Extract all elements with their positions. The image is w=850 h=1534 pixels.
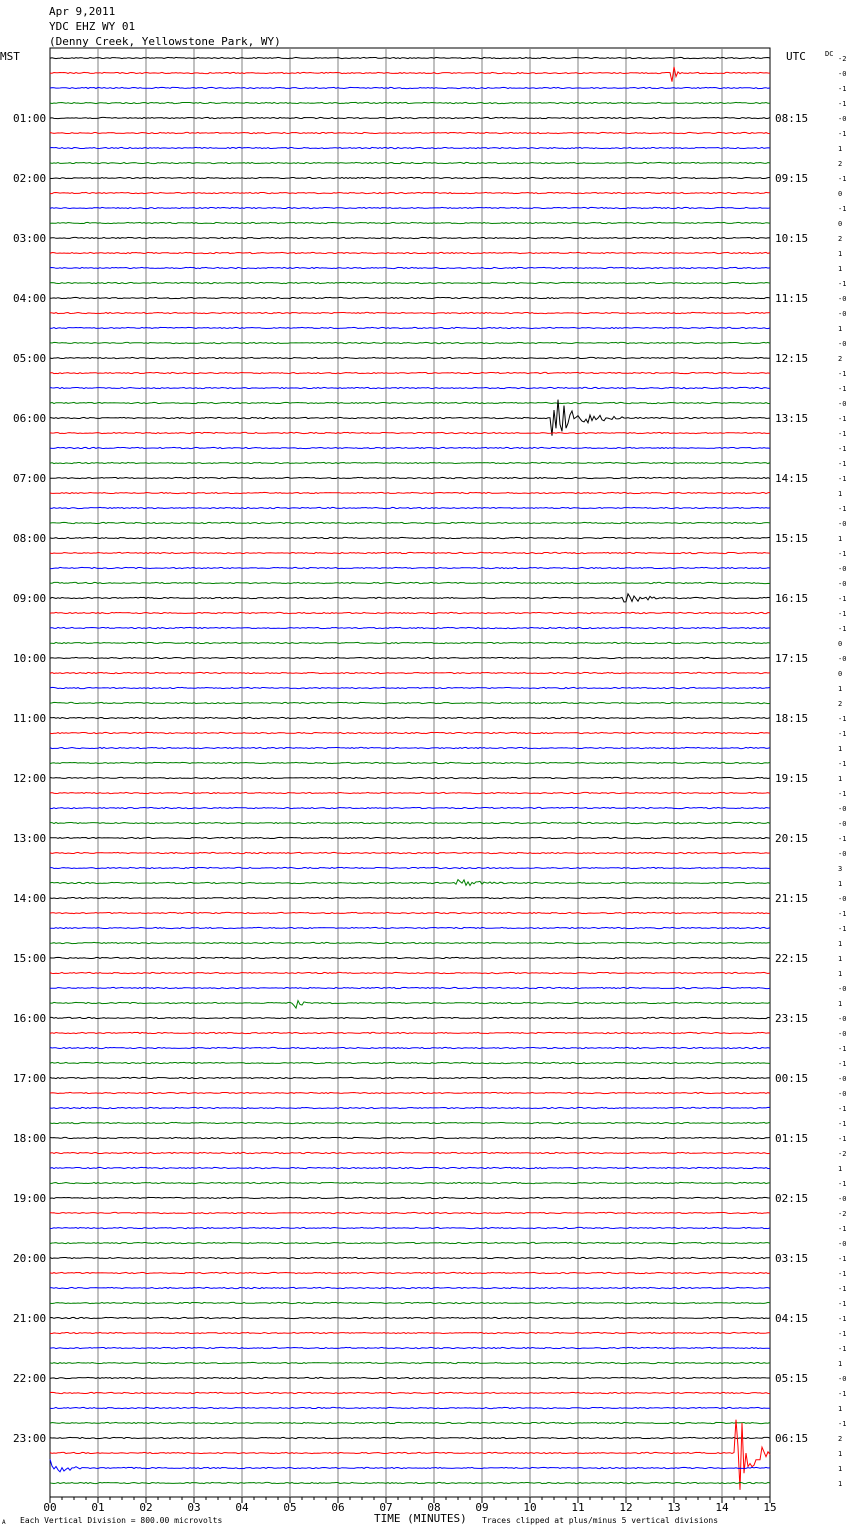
trace-line (50, 567, 770, 568)
trace-line (50, 717, 770, 718)
dc-offset-value: -0 (838, 1075, 847, 1083)
dc-offset-value: -0 (838, 580, 847, 588)
dc-offset-value: 0 (838, 190, 843, 198)
left-hour-label: 19:00 (13, 1192, 47, 1205)
dc-offset-value: 2 (838, 700, 843, 708)
left-hour-label: 18:00 (13, 1132, 47, 1145)
trace-line (50, 792, 770, 793)
trace-line (50, 1062, 770, 1063)
trace-line (50, 1257, 770, 1258)
dc-offset-value: -1 (838, 790, 847, 798)
dc-offset-value: 1 (838, 325, 843, 333)
left-hour-label: 03:00 (13, 232, 47, 245)
dc-offset-value: -1 (838, 1180, 847, 1188)
dc-offset-value: 1 (838, 970, 843, 978)
trace-line (50, 207, 770, 208)
trace-line (50, 912, 770, 913)
dc-offset-value: -2 (838, 1150, 847, 1158)
dc-offset-value: -0 (838, 1090, 847, 1098)
dc-offset-value: 2 (838, 355, 843, 363)
trace-line (50, 1362, 770, 1363)
dc-offset-value: -2 (838, 55, 847, 63)
dc-offset-value: -1 (838, 925, 847, 933)
x-tick-label: 10 (523, 1501, 537, 1514)
trace-line (50, 1392, 770, 1393)
trace-line (50, 1459, 770, 1472)
trace-line (50, 807, 770, 808)
dc-offset-value: -1 (838, 910, 847, 918)
trace-line (50, 312, 770, 313)
trace-line (50, 1420, 770, 1490)
trace-line (50, 1077, 770, 1078)
corner-mark: A (2, 1519, 6, 1526)
dc-offset-value: 1 (838, 250, 843, 258)
x-tick-label: 11 (571, 1501, 585, 1514)
trace-line (50, 282, 770, 283)
trace-line (50, 1122, 770, 1123)
dc-offset-value: -0 (838, 295, 847, 303)
right-hour-label: 05:15 (775, 1372, 809, 1385)
dc-offset-value: -0 (838, 1195, 847, 1203)
dc-offset-value: 1 (838, 1405, 843, 1413)
right-hour-label: 01:15 (775, 1132, 809, 1145)
dc-offset-value: 2 (838, 235, 843, 243)
trace-line (50, 1347, 770, 1348)
dc-offset-value: -1 (838, 1420, 847, 1428)
header-location: (Denny Creek, Yellowstone Park, WY) (49, 35, 281, 48)
trace-line (50, 432, 770, 433)
trace-line (50, 132, 770, 133)
x-tick-label: 00 (43, 1501, 57, 1514)
trace-line (50, 687, 770, 688)
dc-offset-value: 2 (838, 160, 843, 168)
trace-line (50, 252, 770, 253)
trace-line (50, 387, 770, 388)
trace-line (50, 1437, 770, 1438)
dc-offset-value: 1 (838, 490, 843, 498)
trace-line (50, 822, 770, 823)
trace-line (50, 342, 770, 343)
x-tick-label: 01 (91, 1501, 105, 1514)
left-hour-label: 12:00 (13, 772, 47, 785)
dc-offset-value: -1 (838, 1270, 847, 1278)
trace-line (50, 1092, 770, 1093)
x-tick-label: 12 (619, 1501, 633, 1514)
trace-line (50, 222, 770, 223)
scale-note: Each Vertical Division = 800.00 microvolts (20, 1516, 223, 1525)
dc-offset-value: -1 (838, 595, 847, 603)
trace-line (50, 927, 770, 928)
trace-line (50, 942, 770, 943)
trace-line (50, 777, 770, 778)
dc-offset-value: -1 (838, 715, 847, 723)
left-timezone-label: MST (0, 50, 20, 63)
right-hour-label: 23:15 (775, 1012, 809, 1025)
trace-line (50, 1482, 770, 1483)
right-hour-label: 14:15 (775, 472, 809, 485)
dc-offset-value: -1 (838, 445, 847, 453)
right-hour-label: 20:15 (775, 832, 809, 845)
trace-line (50, 1047, 770, 1048)
trace-line (50, 732, 770, 733)
trace-line (50, 67, 770, 82)
trace-line (50, 987, 770, 988)
dc-offset-value: -0 (838, 1375, 847, 1383)
dc-offset-value: -1 (838, 550, 847, 558)
dc-offset-value: -1 (838, 430, 847, 438)
dc-offset-value: -0 (838, 1030, 847, 1038)
dc-offset-value: -0 (838, 895, 847, 903)
trace-line (50, 957, 770, 958)
dc-offset-value: -1 (838, 1120, 847, 1128)
dc-offset-value: -1 (838, 835, 847, 843)
trace-line (50, 327, 770, 328)
trace-line (50, 1317, 770, 1318)
dc-offset-value: -0 (838, 850, 847, 858)
x-tick-label: 03 (187, 1501, 201, 1514)
dc-offset-value: 1 (838, 685, 843, 693)
dc-offset-value: -1 (838, 1390, 847, 1398)
dc-offset-value: 1 (838, 1450, 843, 1458)
dc-offset-value: -1 (838, 460, 847, 468)
trace-line (50, 1182, 770, 1183)
x-tick-label: 09 (475, 1501, 489, 1514)
dc-offset-value: 3 (838, 865, 843, 873)
x-axis-label: TIME (MINUTES) (374, 1512, 467, 1525)
dc-offset-value: -1 (838, 100, 847, 108)
left-hour-label: 21:00 (13, 1312, 47, 1325)
left-hour-label: 05:00 (13, 352, 47, 365)
dc-offset-value: -1 (838, 505, 847, 513)
dc-offset-value: -1 (838, 175, 847, 183)
trace-line (50, 867, 770, 868)
right-hour-label: 04:15 (775, 1312, 809, 1325)
trace-line (50, 537, 770, 538)
trace-line (50, 1287, 770, 1288)
header-station: YDC EHZ WY 01 (49, 20, 136, 33)
dc-offset-value: -1 (838, 730, 847, 738)
right-hour-label: 19:15 (775, 772, 809, 785)
right-hour-label: 00:15 (775, 1072, 809, 1085)
x-tick-label: 05 (283, 1501, 297, 1514)
right-hour-label: 16:15 (775, 592, 809, 605)
dc-offset-value: -1 (838, 760, 847, 768)
trace-line (50, 1167, 770, 1168)
x-tick-label: 14 (715, 1501, 729, 1514)
left-hour-label: 22:00 (13, 1372, 47, 1385)
right-hour-label: 06:15 (775, 1432, 809, 1445)
header-date: Apr 9,2011 (49, 5, 116, 18)
dc-offset-value: -1 (838, 1330, 847, 1338)
trace-line (50, 1227, 770, 1228)
trace-line (50, 1332, 770, 1333)
trace-line (50, 117, 770, 118)
dc-offset-value: -0 (838, 340, 847, 348)
dc-offset-value: 1 (838, 1360, 843, 1368)
trace-line (50, 162, 770, 163)
dc-offset-value: -1 (838, 205, 847, 213)
x-tick-label: 06 (331, 1501, 345, 1514)
dc-offset-value: 1 (838, 880, 843, 888)
dc-offset-value: -1 (838, 1225, 847, 1233)
trace-line (50, 400, 770, 436)
trace-line (50, 357, 770, 358)
left-hour-label: 07:00 (13, 472, 47, 485)
dc-offset-value: 1 (838, 775, 843, 783)
dc-offset-value: -1 (838, 85, 847, 93)
dc-offset-value: 1 (838, 745, 843, 753)
dc-offset-value: -1 (838, 415, 847, 423)
trace-line (50, 657, 770, 658)
trace-line (50, 837, 770, 838)
right-timezone-label: UTC (786, 50, 806, 63)
trace-line (50, 582, 770, 583)
left-hour-label: 17:00 (13, 1072, 47, 1085)
dc-offset-value: -1 (838, 610, 847, 618)
dc-offset-value: -0 (838, 400, 847, 408)
dc-offset-value: 0 (838, 670, 843, 678)
trace-line (50, 1001, 770, 1009)
dc-offset-value: -1 (838, 130, 847, 138)
left-hour-label: 20:00 (13, 1252, 47, 1265)
trace-line (50, 1272, 770, 1273)
left-hour-label: 08:00 (13, 532, 47, 545)
trace-line (50, 147, 770, 148)
dc-offset-value: 1 (838, 1000, 843, 1008)
left-hour-label: 01:00 (13, 112, 47, 125)
dc-offset-value: -1 (838, 475, 847, 483)
dc-offset-value: -2 (838, 1210, 847, 1218)
trace-line (50, 1137, 770, 1138)
dc-offset-value: 1 (838, 955, 843, 963)
plot-frame (50, 48, 770, 1497)
left-hour-label: 09:00 (13, 592, 47, 605)
left-hour-label: 15:00 (13, 952, 47, 965)
trace-line (50, 594, 770, 602)
trace-line (50, 747, 770, 748)
dc-offset-value: -0 (838, 520, 847, 528)
trace-line (50, 102, 770, 103)
right-hour-label: 15:15 (775, 532, 809, 545)
trace-line (50, 880, 770, 886)
dc-offset-value: -0 (838, 805, 847, 813)
dc-offset-value: 0 (838, 220, 843, 228)
left-hour-label: 02:00 (13, 172, 47, 185)
dc-offset-value: 1 (838, 145, 843, 153)
trace-line (50, 1212, 770, 1213)
trace-line (50, 492, 770, 493)
trace-line (50, 627, 770, 628)
dc-offset-value: 1 (838, 535, 843, 543)
dc-offset-value: -1 (838, 1255, 847, 1263)
trace-line (50, 852, 770, 853)
left-hour-label: 13:00 (13, 832, 47, 845)
dc-offset-value: -1 (838, 1060, 847, 1068)
left-hour-label: 10:00 (13, 652, 47, 665)
trace-line (50, 1107, 770, 1108)
clip-note: Traces clipped at plus/minus 5 vertical divisions (482, 1516, 719, 1525)
dc-offset-value: -1 (838, 280, 847, 288)
right-hour-label: 18:15 (775, 712, 809, 725)
dc-offset-value: -1 (838, 1045, 847, 1053)
right-hour-label: 22:15 (775, 952, 809, 965)
dc-offset-value: 2 (838, 1435, 843, 1443)
trace-line (50, 642, 770, 643)
dc-offset-value: -1 (838, 1135, 847, 1143)
trace-line (50, 87, 770, 88)
trace-line (50, 1422, 770, 1423)
trace-line (50, 267, 770, 268)
dc-offset-value: 0 (838, 640, 843, 648)
trace-line (50, 552, 770, 553)
trace-line (50, 762, 770, 763)
dc-offset-value: -1 (838, 1345, 847, 1353)
trace-line (50, 1017, 770, 1018)
trace-line (50, 672, 770, 673)
dc-offset-value: 1 (838, 940, 843, 948)
dc-offset-value: -1 (838, 385, 847, 393)
right-hour-label: 10:15 (775, 232, 809, 245)
x-tick-label: 02 (139, 1501, 153, 1514)
left-hour-label: 16:00 (13, 1012, 47, 1025)
dc-offset-value: -0 (838, 1240, 847, 1248)
trace-line (50, 477, 770, 478)
right-hour-label: 21:15 (775, 892, 809, 905)
left-hour-label: 06:00 (13, 412, 47, 425)
trace-line (50, 507, 770, 508)
dc-offset-value: -1 (838, 1105, 847, 1113)
dc-offset-value: -0 (838, 565, 847, 573)
x-tick-label: 13 (667, 1501, 681, 1514)
trace-line (50, 177, 770, 178)
dc-offset-value: -0 (838, 985, 847, 993)
x-tick-label: 15 (763, 1501, 777, 1514)
trace-line (50, 897, 770, 898)
trace-line (50, 1032, 770, 1033)
trace-line (50, 1407, 770, 1408)
trace-line (50, 372, 770, 373)
trace-line (50, 1242, 770, 1243)
left-hour-label: 11:00 (13, 712, 47, 725)
trace-line (50, 462, 770, 463)
dc-offset-value: -1 (838, 1285, 847, 1293)
trace-line (50, 297, 770, 298)
right-hour-label: 12:15 (775, 352, 809, 365)
x-tick-label: 08 (427, 1501, 441, 1514)
trace-line (50, 57, 770, 58)
dc-offset-value: -0 (838, 115, 847, 123)
right-hour-label: 13:15 (775, 412, 809, 425)
dc-offset-value: -0 (838, 1015, 847, 1023)
trace-line (50, 1197, 770, 1198)
dc-offset-value: -0 (838, 70, 847, 78)
right-hour-label: 08:15 (775, 112, 809, 125)
x-tick-label: 04 (235, 1501, 249, 1514)
dc-offset-value: -1 (838, 1315, 847, 1323)
left-hour-label: 14:00 (13, 892, 47, 905)
trace-line (50, 1377, 770, 1378)
right-hour-label: 11:15 (775, 292, 809, 305)
trace-line (50, 612, 770, 613)
dc-offset-value: -0 (838, 820, 847, 828)
dc-offset-value: -0 (838, 310, 847, 318)
right-hour-label: 17:15 (775, 652, 809, 665)
trace-line (50, 1152, 770, 1153)
dc-offset-value: -1 (838, 625, 847, 633)
left-hour-label: 04:00 (13, 292, 47, 305)
dc-offset-value: -1 (838, 1300, 847, 1308)
trace-line (50, 972, 770, 973)
trace-line (50, 402, 770, 403)
dc-offset-value: -1 (838, 370, 847, 378)
left-hour-label: 23:00 (13, 1432, 47, 1445)
dc-offset-value: 1 (838, 265, 843, 273)
right-hour-label: 09:15 (775, 172, 809, 185)
dc-offset-value: 1 (838, 1465, 843, 1473)
x-tick-label: 07 (379, 1501, 393, 1514)
trace-line (50, 702, 770, 703)
trace-line (50, 1302, 770, 1303)
right-hour-label: 02:15 (775, 1192, 809, 1205)
trace-line (50, 522, 770, 523)
trace-line (50, 237, 770, 238)
dc-label: DC (825, 50, 834, 58)
dc-offset-value: -0 (838, 655, 847, 663)
right-hour-label: 03:15 (775, 1252, 809, 1265)
dc-offset-value: 1 (838, 1165, 843, 1173)
trace-line (50, 447, 770, 448)
dc-offset-value: 1 (838, 1480, 843, 1488)
trace-line (50, 192, 770, 193)
